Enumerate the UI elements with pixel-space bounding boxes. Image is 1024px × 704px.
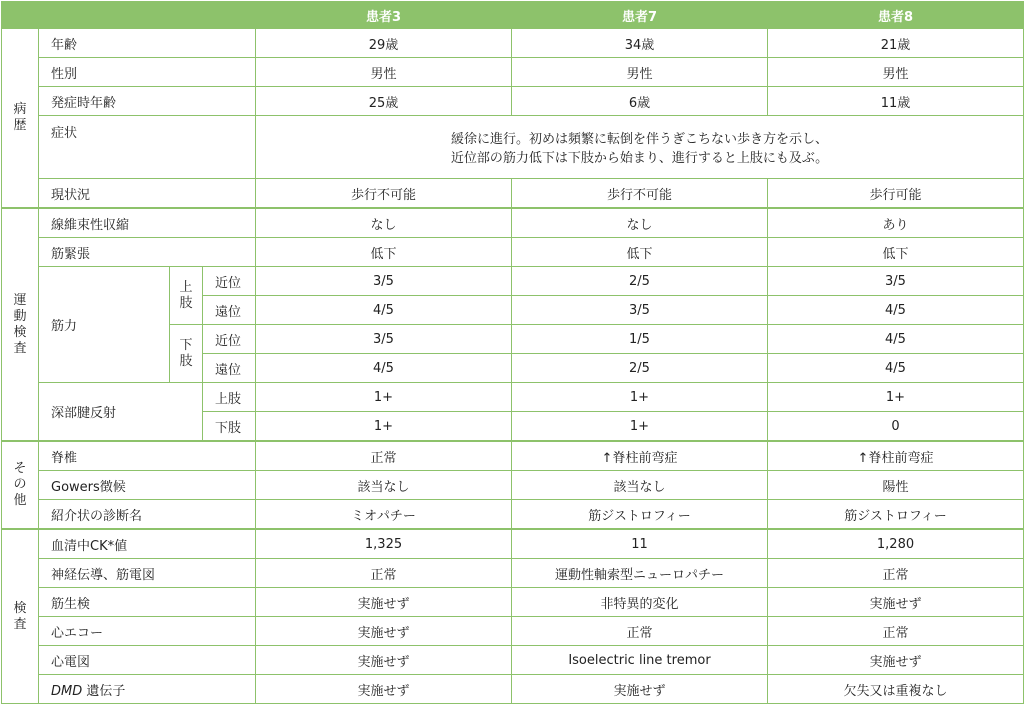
cell-value: Isoelectric line tremor (512, 646, 768, 675)
row-nerve (2, 559, 1024, 588)
cell-value: 4/5 (256, 296, 512, 325)
cell-value: あり (768, 208, 1024, 238)
strength-lower-limb: 下肢 (170, 325, 203, 383)
cell-value: 1+ (512, 412, 768, 442)
cell-value: 0 (768, 412, 1024, 442)
cell-value: 4/5 (768, 325, 1024, 354)
cell-value: 2/5 (512, 267, 768, 296)
section-exam: 検査 (2, 529, 39, 704)
cell-value: なし (512, 208, 768, 238)
cell-value: 1,325 (256, 529, 512, 559)
cell-value: 29歳 (256, 29, 512, 58)
cell-value: 筋ジストロフィー (768, 500, 1024, 530)
row-label: 紹介状の診断名 (39, 500, 256, 530)
cell-value: 歩行不可能 (256, 179, 512, 209)
row-sex (2, 58, 1024, 87)
row-label: 性別 (39, 58, 256, 87)
cell-value: 1+ (512, 383, 768, 412)
cell-value: 21歳 (768, 29, 1024, 58)
cell-value: ↑脊柱前弯症 (512, 441, 768, 471)
row-ecg (2, 646, 1024, 675)
row-tone (2, 238, 1024, 267)
header-patient-3: 患者3 (256, 2, 512, 29)
cell-value: 1/5 (512, 325, 768, 354)
header-row (2, 2, 1024, 29)
dmd-gene-italic: DMD (51, 683, 83, 699)
cell-value: 4/5 (768, 354, 1024, 383)
cell-value: 4/5 (256, 354, 512, 383)
row-symptoms (2, 116, 1024, 179)
cell-value: 筋ジストロフィー (512, 500, 768, 530)
cell-value: 1,280 (768, 529, 1024, 559)
section-history: 病歴 (2, 29, 39, 209)
row-label: 筋緊張 (39, 238, 256, 267)
cell-value: 歩行可能 (768, 179, 1024, 209)
sub-label: 下肢 (203, 412, 256, 442)
sub-label: 近位 (203, 267, 256, 296)
row-ck (2, 529, 1024, 559)
row-label: 線維束性収縮 (39, 208, 256, 238)
cell-value: 男性 (512, 58, 768, 87)
strength-label: 筋力 (39, 267, 170, 383)
cell-value: 歩行不可能 (512, 179, 768, 209)
symptoms-text (256, 116, 1024, 179)
header-patient-8: 患者8 (768, 2, 1024, 29)
cell-value: 正常 (768, 559, 1024, 588)
reflex-label: 深部腱反射 (39, 383, 203, 442)
cell-value: 男性 (256, 58, 512, 87)
cell-value: 欠失又は重複なし (768, 675, 1024, 704)
row-onset (2, 87, 1024, 116)
cell-value: 25歳 (256, 87, 512, 116)
cell-value: 実施せず (256, 646, 512, 675)
patient-comparison-table (1, 1, 1024, 704)
cell-value: 34歳 (512, 29, 768, 58)
row-echo (2, 617, 1024, 646)
cell-value: 3/5 (256, 267, 512, 296)
symptoms-line-1: 緩徐に進行。初めは頻繁に転倒を伴うぎこちない歩き方を示し、 (450, 132, 828, 147)
strength-upper-limb: 上肢 (170, 267, 203, 325)
cell-value: 非特異的変化 (512, 588, 768, 617)
cell-value: 3/5 (512, 296, 768, 325)
cell-value: ↑脊柱前弯症 (768, 441, 1024, 471)
cell-value: 1+ (256, 412, 512, 442)
symptoms-line-2: 近位部の筋力低下は下肢から始まり、進行すると上肢にも及ぶ。 (450, 151, 829, 166)
cell-value: 2/5 (512, 354, 768, 383)
row-biopsy (2, 588, 1024, 617)
cell-value: 男性 (768, 58, 1024, 87)
cell-value: 実施せず (256, 675, 512, 704)
row-label: 症状 (39, 116, 256, 179)
cell-value: 実施せず (256, 588, 512, 617)
cell-value: なし (256, 208, 512, 238)
row-label: 神経伝導、筋電図 (39, 559, 256, 588)
cell-value: 低下 (768, 238, 1024, 267)
cell-value: 陽性 (768, 471, 1024, 500)
sub-label: 近位 (203, 325, 256, 354)
cell-value: 実施せず (512, 675, 768, 704)
cell-value: 3/5 (768, 267, 1024, 296)
sub-label: 遠位 (203, 354, 256, 383)
cell-value: ミオパチー (256, 500, 512, 530)
sub-label: 遠位 (203, 296, 256, 325)
header-patient-7: 患者7 (512, 2, 768, 29)
row-dmd (2, 675, 1024, 704)
cell-value: 正常 (256, 441, 512, 471)
row-fasciculation (2, 208, 1024, 238)
cell-value: 実施せず (256, 617, 512, 646)
row-label: 現状況 (39, 179, 256, 209)
cell-value: 正常 (512, 617, 768, 646)
cell-value: 該当なし (256, 471, 512, 500)
cell-value: 4/5 (768, 296, 1024, 325)
row-age (2, 29, 1024, 58)
cell-value: 3/5 (256, 325, 512, 354)
cell-value: 実施せず (768, 646, 1024, 675)
row-spine (2, 441, 1024, 471)
cell-value: 実施せず (768, 588, 1024, 617)
cell-value: 6歳 (512, 87, 768, 116)
sub-label: 上肢 (203, 383, 256, 412)
row-label (39, 675, 256, 704)
row-label: 血清中CK*値 (39, 529, 256, 559)
row-label: 心電図 (39, 646, 256, 675)
row-reflex-upper (2, 383, 1024, 412)
row-label: 発症時年齢 (39, 87, 256, 116)
header-corner (2, 2, 256, 29)
cell-value: 正常 (768, 617, 1024, 646)
cell-value: 11歳 (768, 87, 1024, 116)
section-motor: 運動検査 (2, 208, 39, 441)
row-label: 心エコー (39, 617, 256, 646)
row-label: 脊椎 (39, 441, 256, 471)
cell-value: 運動性軸索型ニューロパチー (512, 559, 768, 588)
cell-value: 11 (512, 529, 768, 559)
section-other: その他 (2, 441, 39, 529)
row-referral (2, 500, 1024, 530)
row-label: 筋生検 (39, 588, 256, 617)
cell-value: 低下 (256, 238, 512, 267)
row-label: 年齢 (39, 29, 256, 58)
cell-value: 1+ (768, 383, 1024, 412)
dmd-gene-suffix: 遺伝子 (82, 683, 126, 699)
cell-value: 低下 (512, 238, 768, 267)
row-gowers (2, 471, 1024, 500)
row-label: Gowers徴候 (39, 471, 256, 500)
cell-value: 該当なし (512, 471, 768, 500)
cell-value: 正常 (256, 559, 512, 588)
row-strength-upper-proximal (2, 267, 1024, 296)
cell-value: 1+ (256, 383, 512, 412)
row-status (2, 179, 1024, 209)
